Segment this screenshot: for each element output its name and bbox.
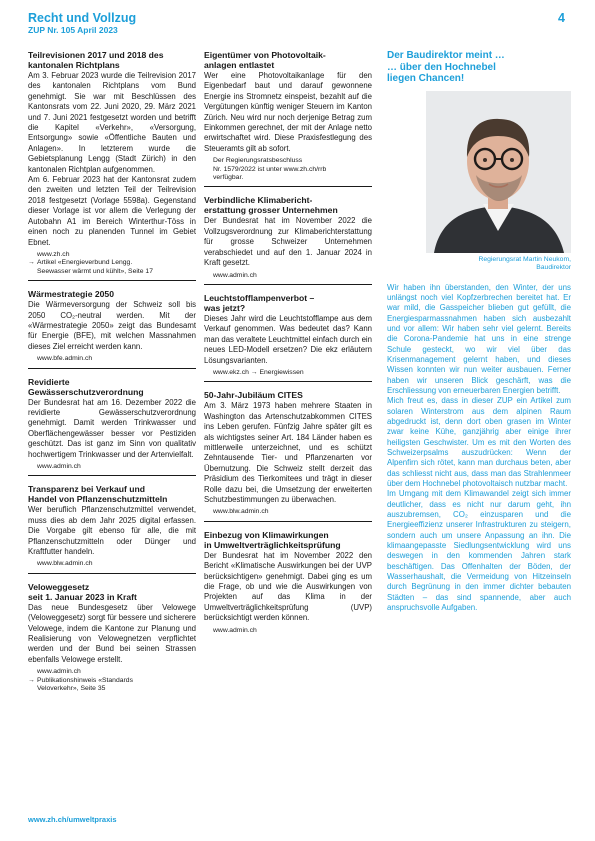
article-source bbox=[37, 463, 196, 471]
article-source bbox=[37, 355, 196, 363]
article-headline: Eigentümer von Photovoltaik- anlagen entlastet bbox=[204, 50, 326, 70]
article-pflanzenschutz bbox=[28, 484, 196, 573]
section-title: Recht und Vollzug bbox=[28, 11, 137, 25]
divider bbox=[28, 475, 196, 476]
article-source bbox=[213, 508, 372, 516]
article-richtplan bbox=[28, 50, 196, 281]
sidebar-editorial bbox=[387, 50, 571, 614]
article-source bbox=[213, 272, 372, 280]
source-link[interactable]: www.blw.admin.ch bbox=[213, 508, 269, 516]
article-body-2: Am 6. Februar 2023 hat der Kantonsrat zudem den zweiten und letzten Teil der Teilrevision 2018 festgesetzt (Vorlage 5598a). Gegenstand dieser Vorlage ist vor allem die Verlegung der Autobahn A1 im Bereich Winterthur-Töss in einen noch zu planenden Tunnel im Gebiet Ebnet. bbox=[28, 175, 196, 247]
article-klimabericht bbox=[204, 195, 372, 284]
article-body: Dieses Jahr wird die Leuchtstofflampe aus dem Verkauf genommen. Was bedeutet das? Kann man das veraltete Leuchtmittel einfach durch ein neues LED-Modell ersetzen? Die ekz erläutern Lösungsvarianten. bbox=[204, 313, 372, 365]
article-source: Der Regierungsratsbeschluss Nr. 1579/2022 ist unter www.zh.ch/rrb verfügbar. bbox=[213, 157, 372, 182]
article-leuchtstofflampen bbox=[204, 293, 372, 382]
article-body: Am 3. Februar 2023 wurde die Teilrevision 2017 des kantonalen Richtplans vom Bund genehmigt. Sie war mit Beschlüssen des Kantonsrats vom 22. Juni 2020, 29. März 2021 und 7. Juni 2021 festgesetzt worden und betrifft die Kapitel «Verkehr», «Versorgung, Entsorgung» sowie «Öffentliche Bauten und Anlagen». In letzterem wurde die Gebietsplanung Lengg (Stadt Zürich) in den kantonalen Richtplan aufgenommen. bbox=[28, 71, 196, 174]
article-cites bbox=[204, 390, 372, 521]
article-body: Wer eine Photovoltaikanlage für den Eigenbedarf baut und darauf gewonnene Energie ins Stromnetz einspeist, bezahlt auf die Vergütungen künftig weniger Steuern im Kanton Zürich. Neu wird nur noch derjenige Betrag zum Einkommen gerechnet, der mit der Anlage netto erwirtschaftet wird. Diese Praxisfestlegung des Steueramts gilt ab sofort. bbox=[204, 71, 372, 153]
divider bbox=[28, 280, 196, 281]
arrow-right-icon: → bbox=[28, 676, 35, 684]
article-body: Der Bundesrat hat im November 2022 die Vollzugsverordnung zur Klimaberichterstattung für grosse Schweizer Unternehmen verabschiedet und auf den 1. Januar 2024 in Kraft gesetzt. bbox=[204, 216, 372, 268]
article-body: Der Bundesrat hat im November 2022 den Bericht «Klimatische Auswirkungen bei der UVP berücksichtigen» genehmigt. Dabei ging es um die Frage, ob und wie die Auswirkungen von Projekten auf das Klima in der Umweltverträglichkeitsprüfung (UVP) berücksichtigt werden können. bbox=[204, 550, 372, 623]
page-number: 4 bbox=[558, 11, 565, 25]
photo-caption: Regierungsrat Martin Neukom, Baudirektor bbox=[478, 255, 571, 271]
editorial-headline: Der Baudirektor meint … … über den Hochnebel liegen Chancen! bbox=[387, 50, 505, 84]
divider bbox=[204, 284, 372, 285]
editorial-text bbox=[387, 283, 571, 614]
arrow-right-icon: → bbox=[28, 259, 35, 267]
article-body: Am 3. März 1973 haben mehrere Staaten in Washington das Artenschutzabkommen CITES ins Leben gerufen. Fünfzig Jahre später gilt es als wichtigstes seiner Art. 184 Länder haben es mittlerweile unterzeichnet, und es schützt Zehntausende Tier- und Pflanzenarten vor Übernutzung. Die Schweiz stellt derzeit das Präsidium des Tierkomitees und trägt in dieser Rolle dazu bei, die Umsetzung der erweiterten Schutzbestimmungen zu überwachen. bbox=[204, 401, 372, 504]
editorial-paragraph: Im Umgang mit dem Klimawandel zeigt sich immer deutlicher, dass es nicht nur darum geht, ihn auszubremsen, CO₂ einzusparen und die Energieeffizienz unserer Infrastrukturen zu steigern, sondern auch um unsere Anpassung an ihn. Die klimaangepasste Siedlungsentwicklung wird uns deswegen in den kommenden Jahren stark beschäftigen. Das Offenhalten der Böden, der Wasserhaushalt, die Vermeidung von Hitzeinseln durch Begrünung in den immer dichter bebauten Städten – das sind spannende, aber auch anspruchsvolle Aufgaben. bbox=[387, 489, 571, 613]
article-headline: Einbezug von Klimawirkungen in Umweltverträglichkeitsprüfung bbox=[204, 529, 341, 550]
article-uvp bbox=[204, 530, 372, 635]
source-link[interactable]: www.admin.ch bbox=[213, 626, 257, 634]
source-link[interactable]: www.bfe.admin.ch bbox=[37, 355, 93, 363]
source-link[interactable]: www.zh.ch bbox=[37, 250, 70, 258]
article-headline: Verbindliche Klimabericht- erstattung grosser Unternehmen bbox=[204, 195, 338, 216]
source-link[interactable]: www.admin.ch bbox=[37, 668, 81, 676]
cross-reference: → Artikel «Energieverbund Lengg. bbox=[28, 259, 133, 267]
article-headline: Transparenz bei Verkauf und Handel von Pflanzenschutzmitteln bbox=[28, 484, 168, 505]
divider bbox=[204, 186, 372, 187]
article-headline: Veloweggesetz seit 1. Januar 2023 in Kraft bbox=[28, 581, 137, 602]
article-body: Der Bundesrat hat am 16. Dezember 2022 die revidierte Gewässerschutzverordnung genehmigt. Damit werden Trinkwasser und Oberflächengewässer besser vor Pestiziden geschützt. Das ist ganz im Sinn von qualitativ hochwertigem Trinkwasser und der Artenvielfalt. bbox=[28, 397, 196, 459]
article-source bbox=[213, 627, 372, 635]
cross-reference: → Publikationshinweis «Standards bbox=[28, 676, 133, 684]
article-headline: Teilrevisionen 2017 und 2018 des kantonalen Richtplans bbox=[28, 50, 164, 70]
column-left bbox=[28, 50, 196, 702]
source-link[interactable]: www.admin.ch bbox=[37, 463, 81, 470]
editorial-paragraph: Mich freut es, dass in dieser ZUP ein Artikel zum solaren Winterstrom aus dem alpinen Raum abgedruckt ist, denn dort oben grasen im Winter zwar keine Kühe, ganzjährig aber einige ihrer heiligsten Geschwister. Um es mit den Worten des Schweizerpsalms auszudrücken: Wenn der Alpenfirn sich rötet, kann man durchaus beten, aber das schliesst nicht aus, dass man das Strahlenmeer über dem Hochnebel photovoltaisch nutzbar macht. bbox=[387, 396, 571, 489]
article-headline: Leuchtstofflampenverbot – was jetzt? bbox=[204, 292, 315, 313]
editorial-paragraph: Wir haben ihn überstanden, den Winter, der uns unlängst noch viel Kopfzerbrechen bereitet hat. Er war mild, die Gasspeicher blieben gut gefüllt, die Energiesparmassnahmen haben sich ausbezahlt und vor allem: Wir haben sehr viel gelernt. Bereits die Corona-Pandemie hat uns in eine strenge Schule gesteckt, wo wir viel über das Krisenmanagement gelernt haben, und dieses Wissen konnten wir nun weiter ausbauen. Ferner haben wir unseren Blick geschärft, was die Erschliessung von erneuerbaren Energien betrifft. bbox=[387, 282, 571, 395]
article-source bbox=[213, 369, 372, 377]
source-link[interactable]: www.blw.admin.ch bbox=[37, 560, 93, 568]
column-middle bbox=[204, 50, 372, 643]
footer-url[interactable]: www.zh.ch/umweltpraxis bbox=[28, 815, 117, 824]
article-photovoltaik bbox=[204, 50, 372, 187]
portrait-photo bbox=[426, 91, 571, 253]
article-veloweggesetz bbox=[28, 582, 196, 694]
source-link[interactable]: Nr. 1579/2022 ist unter www.zh.ch/rrb bbox=[213, 165, 327, 173]
article-headline: Wärmestrategie 2050 bbox=[28, 289, 114, 300]
article-body: Die Wärmeversorgung der Schweiz soll bis 2050 CO₂-neutral werden. Mit der «Wärmestrategie 2050» zeigt das Bundesamt für Energie (BFE), mit welchen Massnahmen dieses Ziel erreicht werden kann. bbox=[28, 300, 196, 351]
article-body: Das neue Bundesgesetz über Velowege (Veloweggesetz) sorgt für bessere und sicherere Velowege, indem die Kantone zur Planung und Realisierung von Velowegnetzen verpflichtet werden und der Bund bei seinen Strassen ebenfalls Velowege erstellt. bbox=[28, 602, 196, 664]
article-source: www.admin.ch → Publikationshinweis «Standards Veloverkehr», Seite 35 bbox=[37, 668, 196, 693]
divider bbox=[28, 573, 196, 574]
article-body: Wer beruflich Pflanzenschutzmittel verwendet, muss dies ab dem Jahr 2025 digital erfassen. Die Vorgabe gilt ebenso für alle, die mit Pflanzenschutzmitteln oder Dünger und Kraftfutter handeln. bbox=[28, 505, 196, 557]
source-link[interactable]: www.ekz.ch → Energiewissen bbox=[213, 368, 304, 376]
divider bbox=[204, 381, 372, 382]
divider bbox=[28, 368, 196, 369]
issue-label: ZUP Nr. 105 April 2023 bbox=[28, 25, 118, 35]
article-source bbox=[37, 560, 196, 568]
article-headline: 50-Jahr-Jubiläum CITES bbox=[204, 390, 303, 401]
article-headline: Revidierte Gewässerschutzverordnung bbox=[28, 376, 144, 397]
divider bbox=[204, 521, 372, 522]
source-link[interactable]: www.admin.ch bbox=[213, 271, 257, 279]
article-gewaesserschutz bbox=[28, 377, 196, 477]
article-source: www.zh.ch → Artikel «Energieverbund Lengg. Seewasser wärmt und kühlt», Seite 17 bbox=[37, 251, 196, 276]
person-portrait-icon bbox=[426, 91, 571, 253]
article-waermestrategie bbox=[28, 289, 196, 368]
